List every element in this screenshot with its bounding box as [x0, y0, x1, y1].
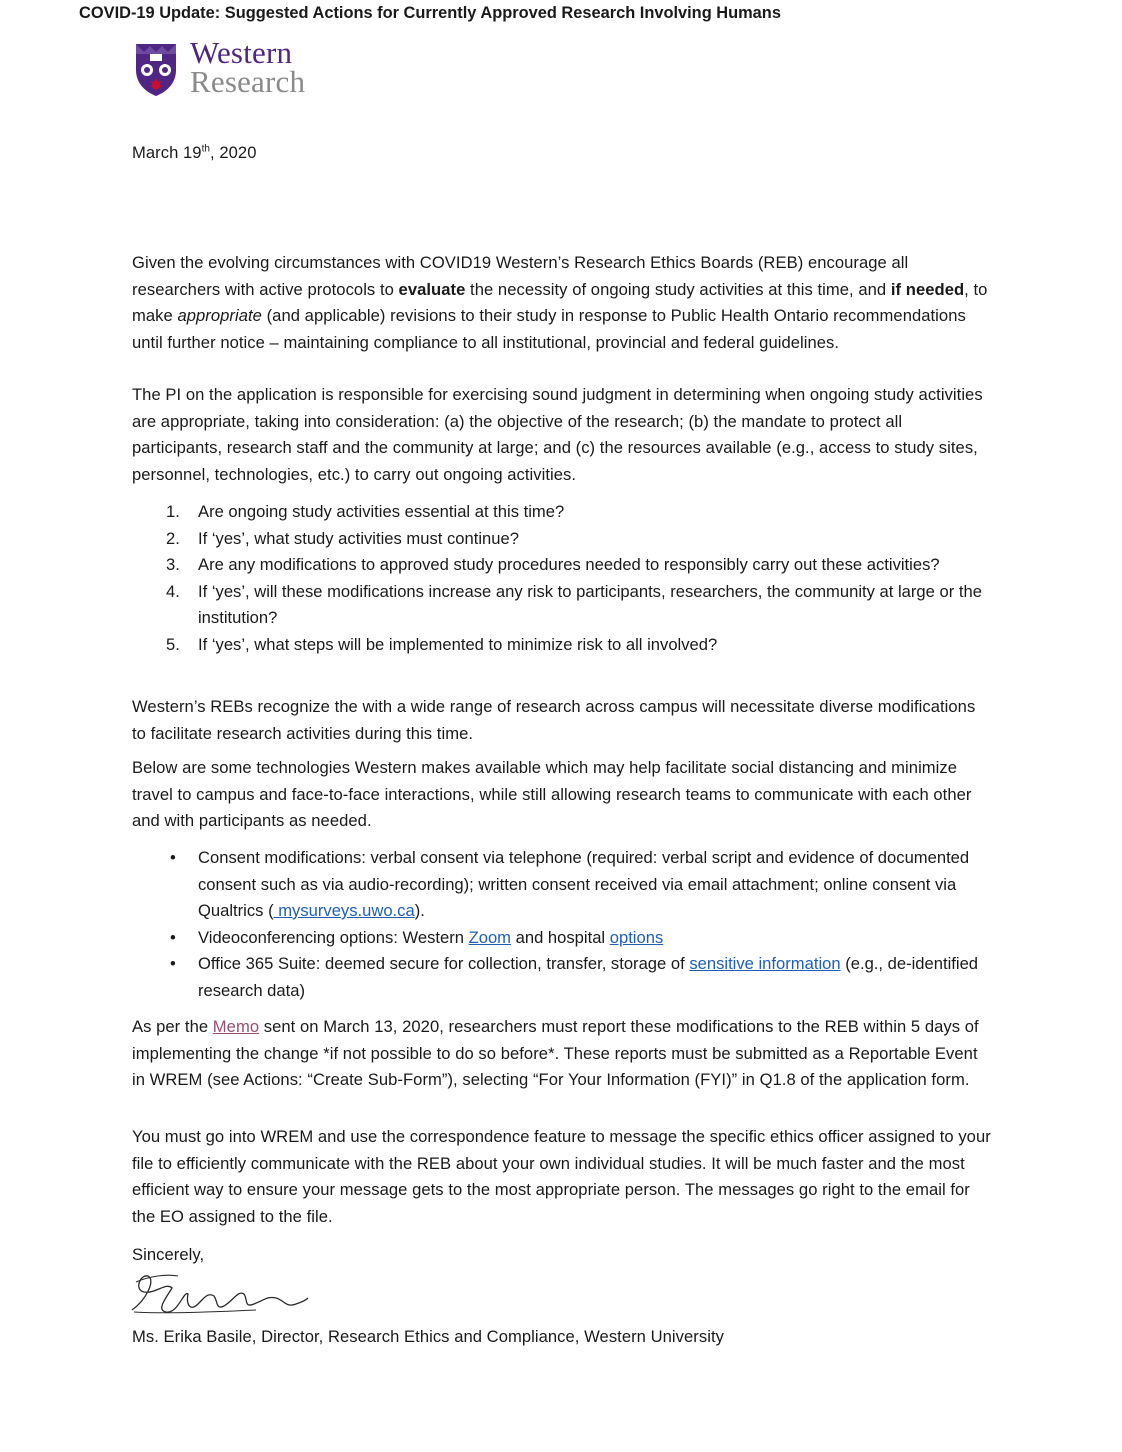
- questions-list: [132, 499, 992, 658]
- list-item: 5. If ‘yes’, what steps will be implemented to minimize risk to all involved?: [166, 634, 718, 654]
- sensitive-information-link[interactable]: sensitive information: [689, 954, 841, 973]
- hospital-options-link[interactable]: options: [609, 927, 664, 947]
- intro-paragraph: Given the evolving circumstances with COVID19 Western’s Research Ethics Boards (REB) encourage all researchers with active protocols to evaluate the necessity of ongoing study activities at this time, and if needed, to make appropriate (and applicable) revisions to their study in response to Public Health Ontario recommendations until further notice – maintaining compliance to all institutional, provincial and federal guidelines.: [132, 253, 988, 352]
- wrem-paragraph: You must go into WREM and use the correspondence feature to message the specific ethics officer assigned to your file to efficiently communicate with the REB about your own individual studies. It will be much faster and the most efficient way to ensure your message gets to the most appropriate person. The messages go right to the email for the EO assigned to the file.: [132, 1127, 991, 1226]
- technologies-paragraph: Below are some technologies Western makes available which may help facilitate social distancing and minimize travel to campus and face-to-face interactions, while still allowing research teams to communicate with each other and with participants as needed.: [132, 758, 972, 830]
- list-item: 2. If ‘yes’, what study activities must continue?: [166, 528, 519, 548]
- list-item: • Consent modifications: verbal consent via telephone (required: verbal script and evidence of documented consent such as via audio-recording); written consent received via email attachment; online consent via Qualtrics ( mysurveys.uwo.ca).: [132, 845, 992, 925]
- list-item: • Office 365 Suite: deemed secure for collection, transfer, storage of sensitive information (e.g., de-identified research data): [132, 951, 992, 1004]
- closing: Sincerely,: [132, 1245, 205, 1264]
- bullet-icon: •: [170, 848, 176, 867]
- mysurveys-link[interactable]: mysurveys.uwo.ca: [273, 901, 415, 920]
- logo-line-research: Research: [190, 64, 306, 99]
- bullet-icon: •: [170, 927, 176, 947]
- rebs-paragraph: Western’s REBs recognize the with a wide range of research across campus will necessitate diverse modifications to facilitate research activities during this time.: [132, 697, 976, 743]
- pi-responsibility-paragraph: The PI on the application is responsible for exercising sound judgment in determining when ongoing study activities are appropriate, taking into consideration: (a) the objective of the research; (b) the mandate to protect all participants, research staff and the community at large; and (c) the resources available (e.g., access to study sites, personnel, technologies, etc.) to carry out ongoing activities.: [132, 385, 983, 484]
- list-item: 4. If ‘yes’, will these modifications increase any risk to participants, researchers, the community at large or the institution?: [166, 581, 982, 627]
- technologies-list: [132, 845, 992, 1004]
- list-item: • Videoconferencing options: Western Zoom and hospital options: [132, 925, 992, 952]
- letter-title: COVID-19 Update: Suggested Actions for Currently Approved Research Involving Humans: [79, 4, 781, 22]
- logo-line-western: Western: [190, 35, 293, 70]
- university-crest-icon: [132, 40, 180, 98]
- bullet-icon: •: [170, 954, 176, 973]
- handwritten-signature-icon: [126, 1270, 312, 1318]
- memo-paragraph: As per the Memo sent on March 13, 2020, researchers must report these modifications to the REB within 5 days of implementing the change *if not possible to do so before*. These reports must be submitted as a Reportable Event in WREM (see Actions: “Create Sub-Form”), selecting “For Your Information (FYI)” in Q1.8 of the application form.: [132, 1017, 979, 1089]
- zoom-link[interactable]: Zoom: [468, 927, 512, 947]
- list-item: 1. Are ongoing study activities essential at this time?: [166, 502, 565, 521]
- memo-link[interactable]: Memo: [212, 1017, 260, 1036]
- signer-name: Ms. Erika Basile, Director, Research Ethics and Compliance, Western University: [132, 1327, 724, 1346]
- letter-date: March 19th, 2020: [132, 143, 257, 162]
- list-item: 3. Are any modifications to approved study procedures needed to responsibly carry out these activities?: [166, 555, 940, 574]
